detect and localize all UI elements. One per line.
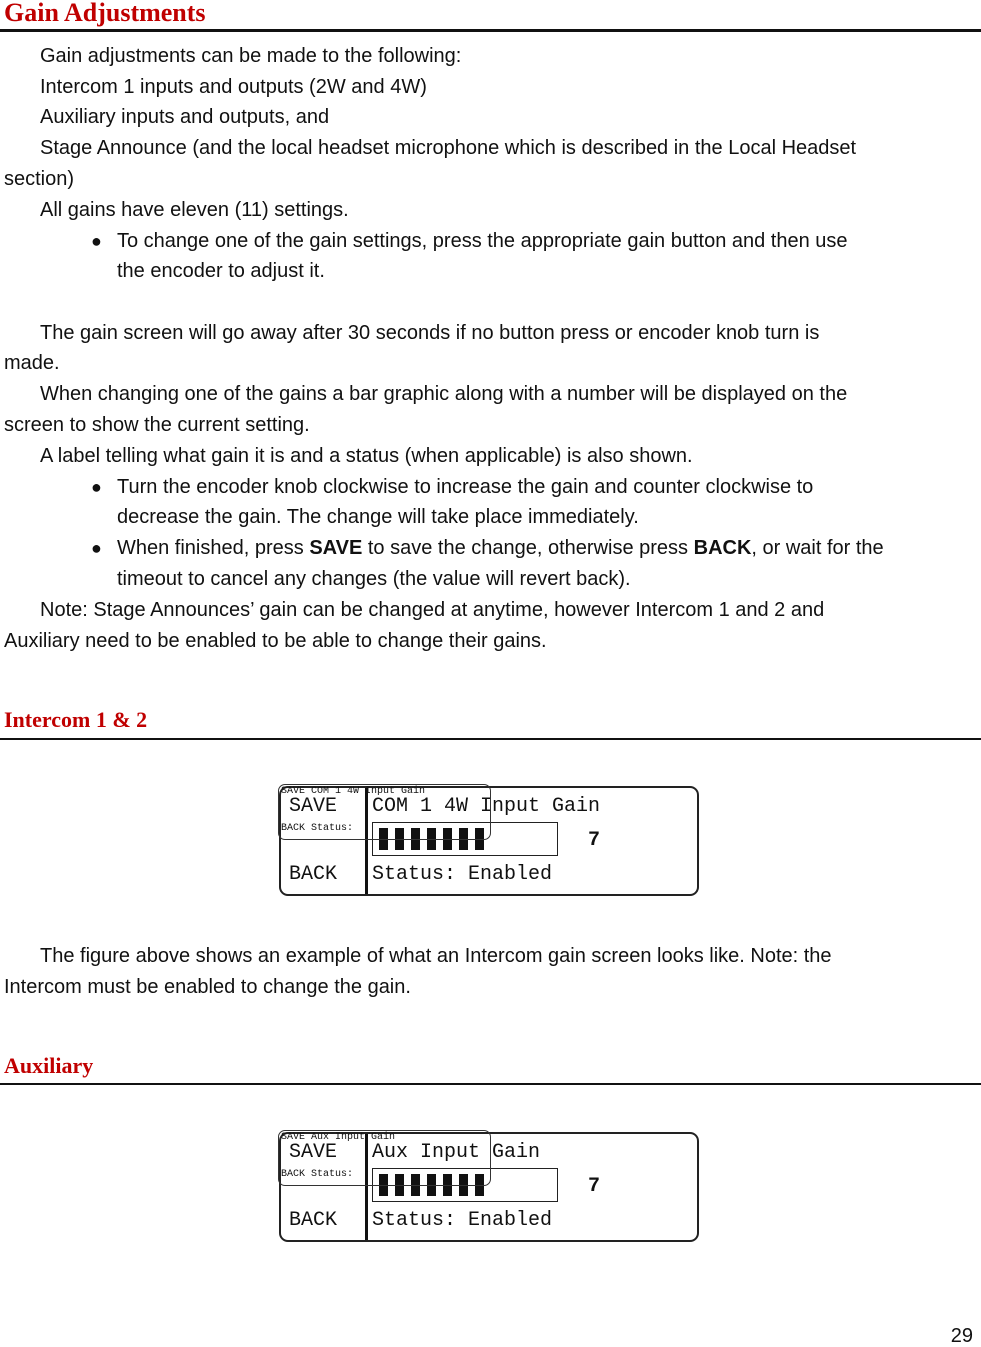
paragraph: All gains have eleven (11) settings. — [40, 199, 349, 221]
section-title-intercom: Intercom 1 & 2 — [4, 707, 148, 732]
figure-caption: The figure above shows an example of what an Intercom gain screen looks like. Note: the — [40, 945, 832, 967]
mini-screen-overlay — [278, 1130, 491, 1186]
screen-back-label: BACK — [289, 1209, 338, 1232]
gain-value: 7 — [588, 829, 601, 852]
screen-status: Status: Enabled — [372, 1209, 553, 1232]
overlay-bottom-text: BACK Status: — [281, 823, 354, 834]
screen-save-label: SAVE — [289, 1141, 338, 1164]
paragraph: section) — [4, 168, 75, 190]
bullet-text: When finished, press SAVE to save the change, otherwise press BACK, or wait for the — [117, 537, 884, 559]
bullet-dot: ● — [91, 538, 102, 558]
note: Note: Stage Announces’ gain can be changed at anytime, however Intercom 1 and 2 and — [40, 599, 825, 621]
back-keyword: BACK — [693, 537, 752, 559]
screen-gain-label: COM 1 4W Input Gain — [372, 795, 601, 818]
auxiliary-gain-screen — [279, 1132, 699, 1242]
bullet-text: the encoder to adjust it. — [117, 260, 325, 282]
screen-back-label: BACK — [289, 863, 338, 886]
screen-gain-label: Aux Input Gain — [372, 1141, 541, 1164]
paragraph: made. — [4, 352, 60, 374]
overlay-top-text: SAVE Aux Input Gain — [281, 1132, 396, 1143]
screen-save-label: SAVE — [289, 795, 338, 818]
bullet-text: decrease the gain. The change will take place immediately. — [117, 506, 639, 528]
gain-value: 7 — [588, 1175, 601, 1198]
section-divider — [0, 738, 981, 740]
page-number: 29 — [950, 1325, 973, 1347]
overlay-bottom-text: BACK Status: — [281, 1169, 354, 1180]
figure-caption: Intercom must be enabled to change the gain. — [4, 976, 411, 998]
section-title-auxiliary: Auxiliary — [4, 1053, 94, 1078]
paragraph: Intercom 1 inputs and outputs (2W and 4W) — [40, 76, 427, 98]
paragraph: screen to show the current setting. — [4, 414, 310, 436]
section-divider — [0, 1083, 981, 1085]
section-divider — [0, 29, 981, 32]
screen-status: Status: Enabled — [372, 863, 553, 886]
save-keyword: SAVE — [309, 537, 363, 559]
paragraph: A label telling what gain it is and a status (when applicable) is also shown. — [40, 445, 693, 467]
overlay-top-text: SAVE COM 1 4W Input Gain — [281, 786, 426, 797]
paragraph: Stage Announce (and the local headset microphone which is described in the Local Headset — [40, 137, 857, 159]
mini-screen-overlay — [278, 784, 491, 840]
note: Auxiliary need to be enabled to be able to change their gains. — [4, 630, 547, 652]
paragraph: The gain screen will go away after 30 seconds if no button press or encoder knob turn is — [40, 322, 820, 344]
paragraph: Gain adjustments can be made to the following: — [40, 45, 462, 67]
bullet-text: To change one of the gain settings, press the appropriate gain button and then use — [117, 230, 848, 252]
bullet-text: Turn the encoder knob clockwise to increase the gain and counter clockwise to — [117, 476, 814, 498]
intercom-gain-screen — [279, 786, 699, 896]
bullet-dot: ● — [91, 477, 102, 497]
section-title-gain-adjustments: Gain Adjustments — [4, 0, 206, 27]
paragraph: Auxiliary inputs and outputs, and — [40, 106, 330, 128]
bullet-text: timeout to cancel any changes (the value will revert back). — [117, 568, 631, 590]
bullet-dot: ● — [91, 231, 102, 251]
paragraph: When changing one of the gains a bar graphic along with a number will be displayed on the — [40, 383, 848, 405]
